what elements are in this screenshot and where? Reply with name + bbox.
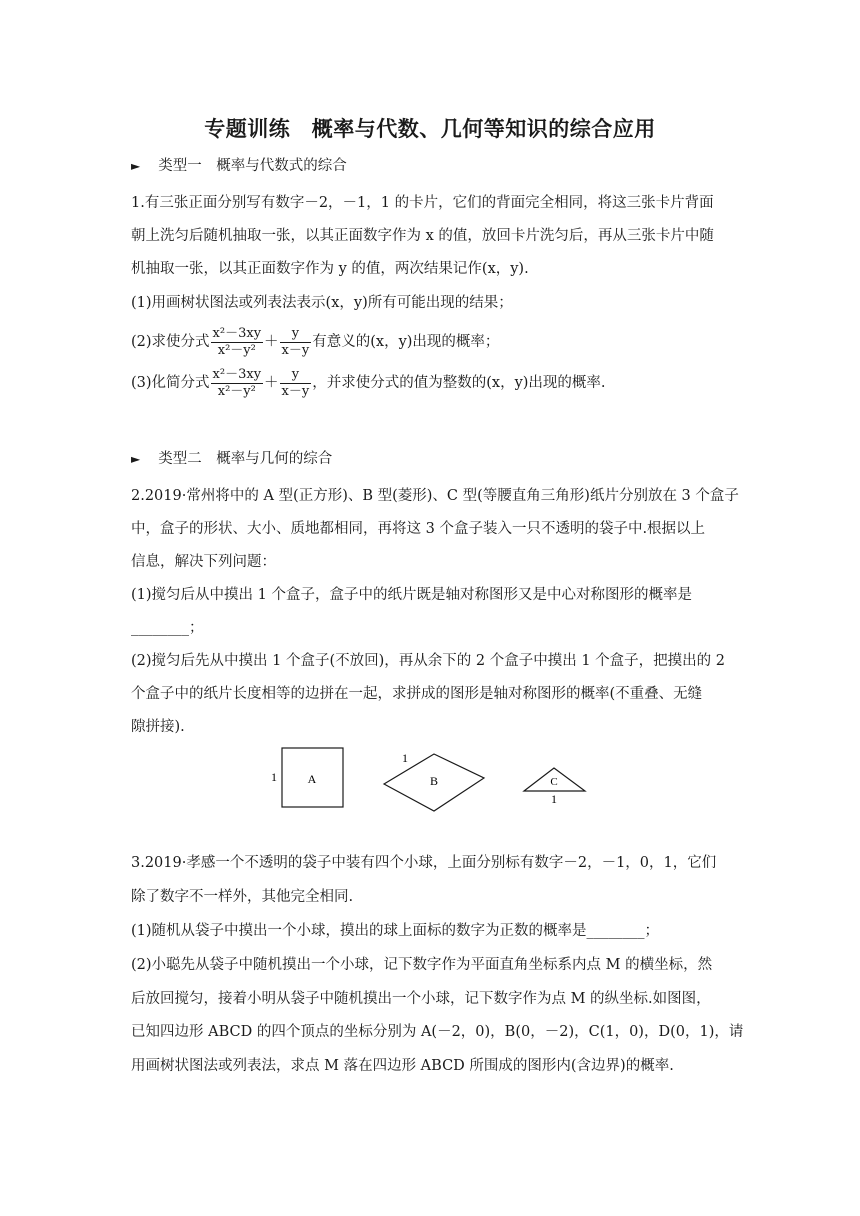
q3-part-2-line-2: 后放回搅匀，接着小明从袋子中随机摸出一个小球，记下数字作为点 M 的纵坐标.如图图， [131,991,711,1007]
rhombus-side-label: 1 [402,751,408,765]
q2-line-2: 中，盒子的形状、大小、质地都相同，再将这 3 个盒子装入一只不透明的袋子中.根据以上 [131,521,706,537]
q1-part-1: (1)用画树状图法或列表法表示(x，y)所有可能出现的结果； [131,295,513,311]
q2-part-2-line-3: 隙拼接). [131,719,185,735]
q1-part-2-suffix: 有意义的(x，y)出现的概率； [312,334,500,350]
fraction-denominator: x²－y² [217,383,256,399]
fraction [211,367,264,400]
triangle-label: C [550,776,558,788]
square-label: A [307,772,317,786]
triangle-side-label: 1 [551,792,557,806]
fraction-numerator: x²－3xy [212,366,262,382]
section-heading-type1 [131,156,347,176]
q3-line-1: 3.2019·孝感一个不透明的袋子中装有四个小球，上面分别标有数字－2，－1，0，1，它们 [131,855,717,871]
triangle-marker-icon: ► [131,452,141,466]
plus-sign: ＋ [264,375,279,391]
q2-part-2-line-2: 个盒子中的纸片长度相等的边拼在一起，求拼成的图形是轴对称图形的概率(不重叠、无缝 [131,686,703,702]
q2-part-1-line-1: (1)搅匀后从中摸出 1 个盒子，盒子中的纸片既是轴对称图形又是中心对称图形的概率是 [131,587,692,603]
fraction [280,367,312,400]
triangle-marker-icon: ► [131,159,141,173]
square-shape [271,748,343,807]
fraction-numerator: y [280,367,312,384]
q1-part-2 [131,324,499,360]
rhombus-label: B [429,774,439,788]
rhombus-shape [384,751,484,811]
q2-part-2-line-1: (2)搅匀后先从中摸出 1 个盒子(不放回)，再从余下的 2 个盒子中摸出 1 个盒子，把摸出的 2 [131,653,726,669]
q1-part-2-prefix: (2)求使分式 [131,334,210,350]
q1-part-3-suffix: ，并求使分式的值为整数的(x，y)出现的概率. [312,375,606,391]
q2-line-3: 信息，解决下列问题： [131,554,276,570]
fraction-numerator: y [280,326,312,343]
q1-line-3: 机抽取一张，以其正面数字作为 y 的值，两次结果记作(x，y). [131,261,529,277]
fraction-denominator: x－y [281,383,310,399]
q1-line-1: 1.有三张正面分别写有数字－2，－1，1 的卡片，它们的背面完全相同，将这三张卡片背面 [131,195,714,211]
triangle-shape [524,768,585,806]
fraction-numerator: x²－3xy [212,325,262,341]
fraction [280,326,312,359]
q3-part-1: (1)随机从袋子中摸出一个小球，摸出的球上面标的数字为正数的概率是________； [131,923,660,939]
q1-part-3 [131,365,606,401]
q2-line-1: 2.2019·常州将中的 A 型(正方形)、B 型(菱形)、C 型(等腰直角三角形)纸片分别放在 3 个盒子 [131,488,739,504]
q3-part-2-line-1: (2)小聪先从袋子中随机摸出一个小球，记下数字作为平面直角坐标系内点 M 的横坐标，然 [131,957,713,973]
fraction-denominator: x²－y² [217,342,256,358]
page-title: 专题训练 概率与代数、几何等知识的综合应用 [204,117,656,141]
q2-part-1-answer-blank: ________； [131,620,204,636]
fraction [211,326,264,359]
section-heading-type2 [131,449,332,469]
shapes-figure [0,740,860,820]
q1-part-3-prefix: (3)化简分式 [131,375,210,391]
q1-line-2: 朝上洗匀后随机抽取一张，以其正面数字作为 x 的值，放回卡片洗匀后，再从三张卡片中随 [131,228,714,244]
q3-part-2-line-3: 已知四边形 ABCD 的四个顶点的坐标分别为 A(－2，0)，B(0，－2)，C(1，0)，D(0，1)，请 [131,1024,744,1040]
section-heading-text: 类型二 概率与几何的综合 [158,451,333,467]
square-side-label: 1 [271,770,277,784]
q3-part-2-line-4: 用画树状图法或列表法，求点 M 落在四边形 ABCD 所围成的图形内(含边界)的概率. [131,1058,674,1074]
q3-line-2: 除了数字不一样外，其他完全相同. [131,889,354,905]
plus-sign: ＋ [264,334,279,350]
section-heading-text: 类型一 概率与代数式的综合 [158,158,347,174]
fraction-denominator: x－y [281,342,310,358]
